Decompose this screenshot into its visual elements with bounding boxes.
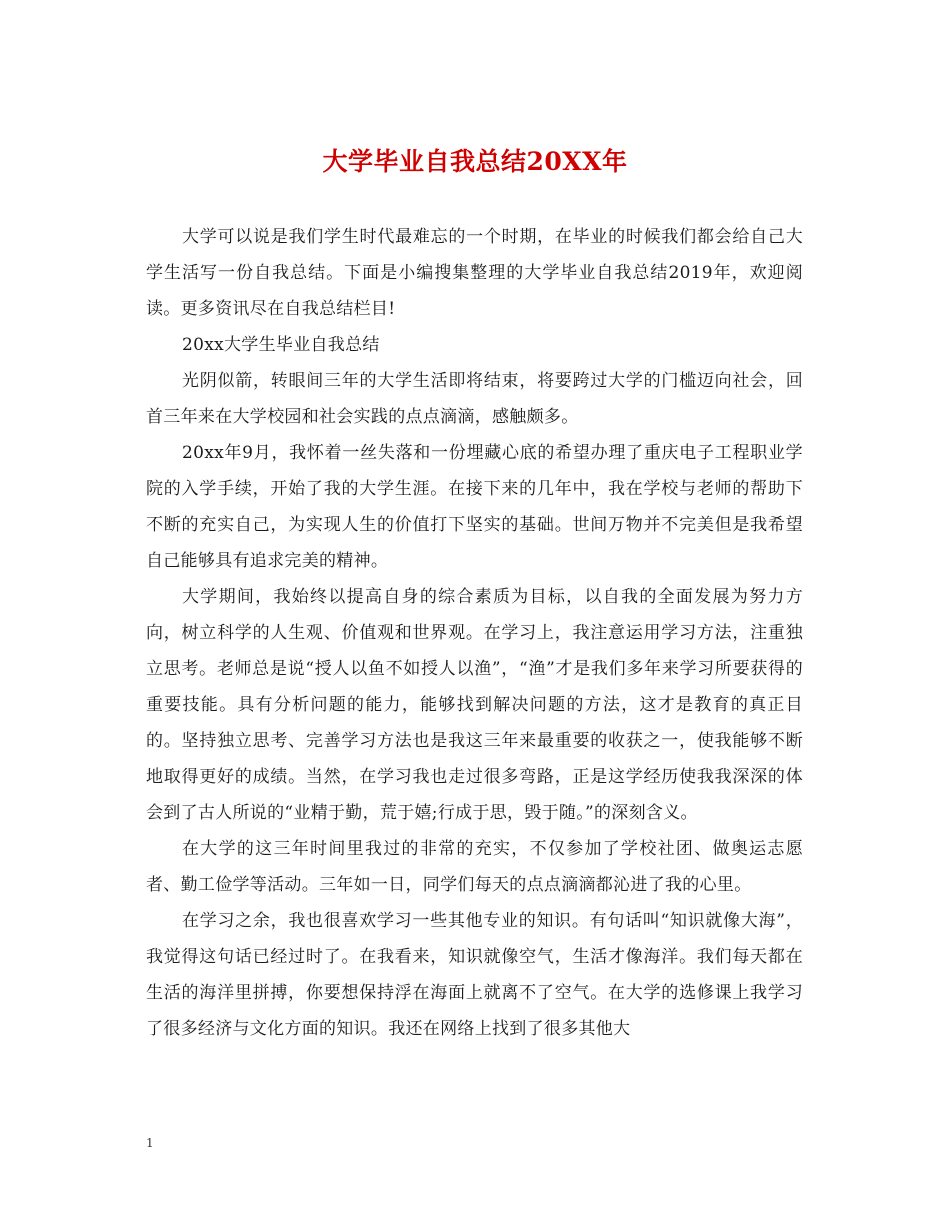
- paragraph-activities: 在大学的这三年时间里我过的非常的充实，不仅参加了学校社团、做奥运志愿者、勤工俭学等活动。三年如一日，同学们每天的点点滴滴都沁进了我的心里。: [146, 839, 803, 895]
- paragraph-other-knowledge: 在学习之余，我也很喜欢学习一些其他专业的知识。有句话叫“知识就像大海”，我觉得这句话已经过时了。在我看来，知识就像空气，生活才像海洋。我们每天都在生活的海洋里拼搏，你要想保持浮在海面上就离不了空气。在大学的选修课上我学习了很多经济与文化方面的知识。我还在网络上找到了很多其他大: [146, 911, 803, 1039]
- paragraph-study: 大学期间，我始终以提高自身的综合素质为目标，以自我的全面发展为努力方向，树立科学的人生观、价值观和世界观。在学习上，我注意运用学习方法，注重独立思考。老师总是说“授人以鱼不如授人以渔”，“渔”才是我们多年来学习所要获得的重要技能。具有分析问题的能力，能够找到解决问题的方法，这才是教育的真正目的。坚持独立思考、完善学习方法也是我这三年来最重要的收获之一，使我能够不断地取得更好的成绩。当然，在学习我也走过很多弯路，正是这学经历使我我深深的体会到了古人所说的“业精于勤，荒于嬉;行成于思，毁于随。”的深刻含义。: [146, 587, 803, 823]
- paragraph-enrollment: 20xx年9月，我怀着一丝失落和一份埋藏心底的希望办理了重庆电子工程职业学院的入学手续，开始了我的大学生涯。在接下来的几年中，我在学校与老师的帮助下不断的充实自己，为实现人生的价值打下坚实的基础。世间万物并不完美但是我希望自己能够具有追求完美的精神。: [146, 443, 803, 571]
- paragraph-subheading: 20xx大学生毕业自我总结: [182, 335, 380, 355]
- paragraph-intro: 大学可以说是我们学生时代最难忘的一个时期，在毕业的时候我们都会给自己大学生活写一份自我总结。下面是小编搜集整理的大学毕业自我总结2019年，欢迎阅读。更多资讯尽在自我总结栏目!: [146, 227, 803, 319]
- document-title: 大学毕业自我总结20XX年: [322, 147, 628, 176]
- document-body: [146, 219, 803, 1047]
- page-number: 1: [146, 1136, 154, 1150]
- paragraph-time-flies: 光阴似箭，转眼间三年的大学生活即将结束，将要跨过大学的门槛迈向社会，回首三年来在大学校园和社会实践的点点滴滴，感触颇多。: [146, 371, 803, 427]
